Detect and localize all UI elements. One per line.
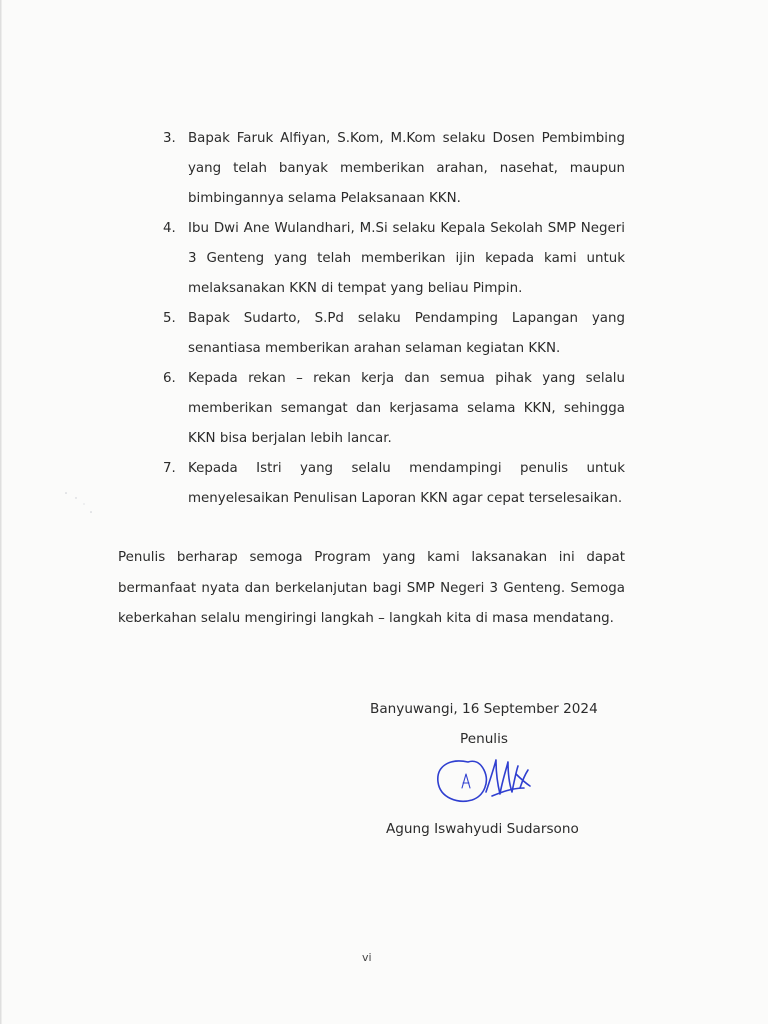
list-item (163, 214, 625, 304)
list-item-number: 5. (163, 311, 176, 326)
list-item (163, 364, 625, 454)
page-edge (0, 0, 2, 1024)
list-item-number: 3. (163, 131, 176, 146)
page-number: vi (362, 951, 372, 964)
list-item-number: 7. (163, 461, 176, 476)
list-item (163, 124, 625, 214)
list-item-text: Bapak Sudarto, S.Pd selaku Pendamping Lapangan yang senantiasa memberikan arahan selaman kegiatan KKN. (188, 311, 625, 356)
writer-name: Agung Iswahyudi Sudarsono (386, 821, 579, 837)
signature-icon (428, 752, 544, 812)
list-item-text: Kepada rekan – rekan kerja dan semua pihak yang selalu memberikan semangat dan kerjasama selama KKN, sehingga KKN bisa berjalan lebih lancar. (188, 371, 625, 446)
list-item-number: 4. (163, 221, 176, 236)
acknowledgement-list (163, 124, 625, 514)
list-item-text: Bapak Faruk Alfiyan, S.Kom, M.Kom selaku Dosen Pembimbing yang telah banyak memberikan arahan, nasehat, maupun bimbingannya selama Pelaksanaan KKN. (188, 131, 625, 206)
list-item (163, 454, 625, 514)
closing-paragraph: Penulis berharap semoga Program yang kami laksanakan ini dapat bermanfaat nyata dan berkelanjutan bagi SMP Negeri 3 Genteng. Semoga keberkahan selalu mengiringi langkah – langkah kita di masa mendatang. (118, 550, 625, 626)
paper-smudge (62, 490, 102, 520)
list-item-text: Ibu Dwi Ane Wulandhari, M.Si selaku Kepala Sekolah SMP Negeri 3 Genteng yang telah memberikan ijin kepada kami untuk melaksanakan KKN di tempat yang beliau Pimpin. (188, 221, 625, 296)
writer-label: Penulis (460, 731, 508, 747)
list-item-text: Kepada Istri yang selalu mendampingi penulis untuk menyelesaikan Penulisan Laporan KKN agar cepat terselesaikan. (188, 461, 625, 506)
list-item-number: 6. (163, 371, 176, 386)
list-item (163, 304, 625, 364)
place-date: Banyuwangi, 16 September 2024 (370, 701, 598, 717)
